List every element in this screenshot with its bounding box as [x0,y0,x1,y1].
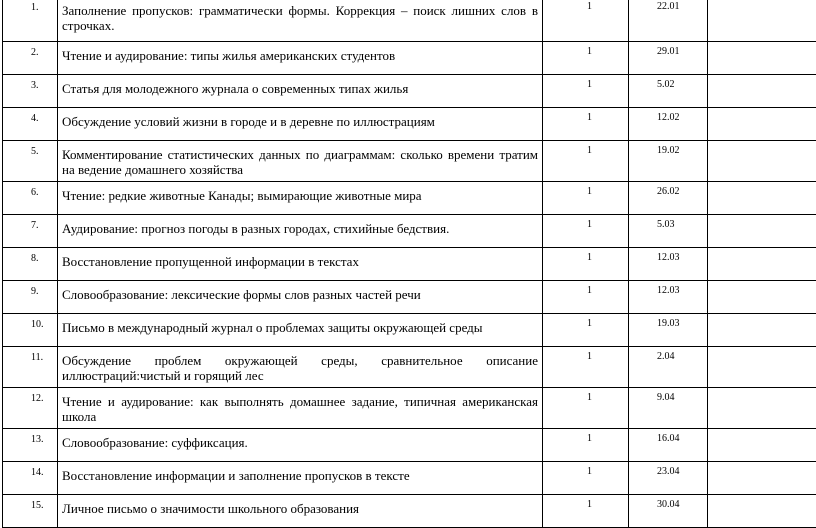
lesson-hours: 1 [587,285,592,296]
empty-cell [708,75,816,108]
lesson-date: 19.03 [657,318,680,329]
lesson-hours: 1 [587,499,592,510]
empty-cell [708,215,816,248]
empty-cell [708,281,816,314]
lesson-topic: Чтение и аудирование: как выполнять домашнее задание, типичная американская школа [62,394,538,424]
lesson-date: 5.02 [657,79,675,90]
date-cell [629,215,708,248]
empty-cell [708,248,816,281]
lesson-topic: Письмо в международный журнал о проблемах защиты окружающей среды [62,320,483,335]
lesson-hours: 1 [587,1,592,12]
row-number-cell [3,141,58,182]
row-number-cell [3,182,58,215]
table-row [3,495,816,528]
topic-cell [58,388,543,429]
hours-cell [543,182,629,215]
hours-cell [543,429,629,462]
lesson-topic: Чтение: редкие животные Канады; вымирающие животные мира [62,188,422,203]
lesson-date: 23.04 [657,466,680,477]
row-number-cell [3,314,58,347]
table-row [3,314,816,347]
lesson-date: 26.02 [657,186,680,197]
lesson-date: 12.02 [657,112,680,123]
row-number-cell [3,388,58,429]
date-cell [629,281,708,314]
row-number-cell [3,42,58,75]
hours-cell [543,462,629,495]
row-number-cell [3,462,58,495]
hours-cell [543,215,629,248]
topic-cell [58,281,543,314]
topic-cell [58,314,543,347]
row-number-cell [3,75,58,108]
table-row [3,429,816,462]
date-cell [629,141,708,182]
topic-cell [58,495,543,528]
lesson-hours: 1 [587,351,592,362]
date-cell [629,347,708,388]
topic-cell [58,75,543,108]
lesson-topic: Восстановление пропущенной информации в текстах [62,254,359,269]
empty-cell [708,141,816,182]
table-row [3,108,816,141]
lesson-hours: 1 [587,318,592,329]
row-number-cell [3,281,58,314]
empty-cell [708,182,816,215]
hours-cell [543,42,629,75]
lesson-hours: 1 [587,79,592,90]
topic-cell [58,429,543,462]
lesson-hours: 1 [587,186,592,197]
table-row [3,141,816,182]
lesson-hours: 1 [587,252,592,263]
lesson-hours: 1 [587,112,592,123]
lesson-plan-table [2,0,816,528]
hours-cell [543,388,629,429]
lesson-hours: 1 [587,466,592,477]
lesson-topic: Чтение и аудирование: типы жилья американских студентов [62,48,396,63]
date-cell [629,42,708,75]
empty-cell [708,42,816,75]
lesson-topic: Статья для молодежного журнала о современных типах жилья [62,81,409,96]
row-number: 5. [31,146,39,157]
lesson-date: 12.03 [657,252,680,263]
lesson-hours: 1 [587,46,592,57]
row-number: 4. [31,113,39,124]
topic-cell [58,462,543,495]
lesson-date: 2.04 [657,351,675,362]
table-row [3,0,816,42]
table-row [3,388,816,429]
row-number: 12. [31,393,44,404]
date-cell [629,429,708,462]
lesson-hours: 1 [587,219,592,230]
lesson-hours: 1 [587,145,592,156]
lesson-date: 9.04 [657,392,675,403]
lesson-topic: Словообразование: суффиксация. [62,435,248,450]
row-number: 13. [31,434,44,445]
table-row [3,462,816,495]
lesson-date: 19.02 [657,145,680,156]
lesson-topic: Обсуждение проблем окружающей среды, сравнительное описание иллюстраций:чистый и горящий лес [62,353,538,383]
empty-cell [708,108,816,141]
row-number: 14. [31,467,44,478]
table-row [3,42,816,75]
lesson-topic: Аудирование: прогноз погоды в разных городах, стихийные бедствия. [62,221,450,236]
topic-cell [58,141,543,182]
topic-cell [58,347,543,388]
topic-cell [58,0,543,42]
hours-cell [543,75,629,108]
date-cell [629,388,708,429]
empty-cell [708,495,816,528]
date-cell [629,75,708,108]
row-number-cell [3,495,58,528]
date-cell [629,0,708,42]
hours-cell [543,347,629,388]
lesson-date: 30.04 [657,499,680,510]
date-cell [629,314,708,347]
row-number: 6. [31,187,39,198]
lesson-topic: Словообразование: лексические формы слов разных частей речи [62,287,421,302]
lesson-date: 5.03 [657,219,675,230]
empty-cell [708,462,816,495]
empty-cell [708,388,816,429]
topic-cell [58,215,543,248]
date-cell [629,182,708,215]
hours-cell [543,281,629,314]
hours-cell [543,108,629,141]
date-cell [629,495,708,528]
row-number-cell [3,429,58,462]
lesson-date: 22.01 [657,1,680,12]
row-number-cell [3,108,58,141]
row-number: 3. [31,80,39,91]
lesson-date: 16.04 [657,433,680,444]
table-row [3,75,816,108]
table-row [3,347,816,388]
row-number: 8. [31,253,39,264]
lesson-topic: Комментирование статистических данных по диаграммам: сколько времени тратим на ведение домашнего хозяйства [62,147,538,177]
empty-cell [708,314,816,347]
date-cell [629,248,708,281]
row-number-cell [3,248,58,281]
row-number: 7. [31,220,39,231]
hours-cell [543,248,629,281]
lesson-hours: 1 [587,433,592,444]
lesson-topic: Личное письмо о значимости школьного образования [62,501,360,516]
empty-cell [708,347,816,388]
lesson-date: 29.01 [657,46,680,57]
row-number: 9. [31,286,39,297]
table-row [3,281,816,314]
row-number: 1. [31,2,39,13]
lesson-hours: 1 [587,392,592,403]
table-row [3,248,816,281]
table-row [3,182,816,215]
lesson-topic: Обсуждение условий жизни в городе и в деревне по иллюстрациям [62,114,435,129]
date-cell [629,462,708,495]
topic-cell [58,248,543,281]
lesson-topic: Восстановление информации и заполнение пропусков в тексте [62,468,410,483]
empty-cell [708,0,816,42]
topic-cell [58,42,543,75]
hours-cell [543,314,629,347]
lesson-topic: Заполнение пропусков: грамматически формы. Коррекция – поиск лишних слов в строчках. [62,3,538,33]
hours-cell [543,495,629,528]
date-cell [629,108,708,141]
hours-cell [543,0,629,42]
table-row [3,215,816,248]
row-number-cell [3,215,58,248]
row-number-cell [3,0,58,42]
row-number: 11. [31,352,44,363]
row-number: 2. [31,47,39,58]
topic-cell [58,108,543,141]
row-number-cell [3,347,58,388]
lesson-date: 12.03 [657,285,680,296]
hours-cell [543,141,629,182]
topic-cell [58,182,543,215]
empty-cell [708,429,816,462]
row-number: 10. [31,319,44,330]
row-number: 15. [31,500,44,511]
